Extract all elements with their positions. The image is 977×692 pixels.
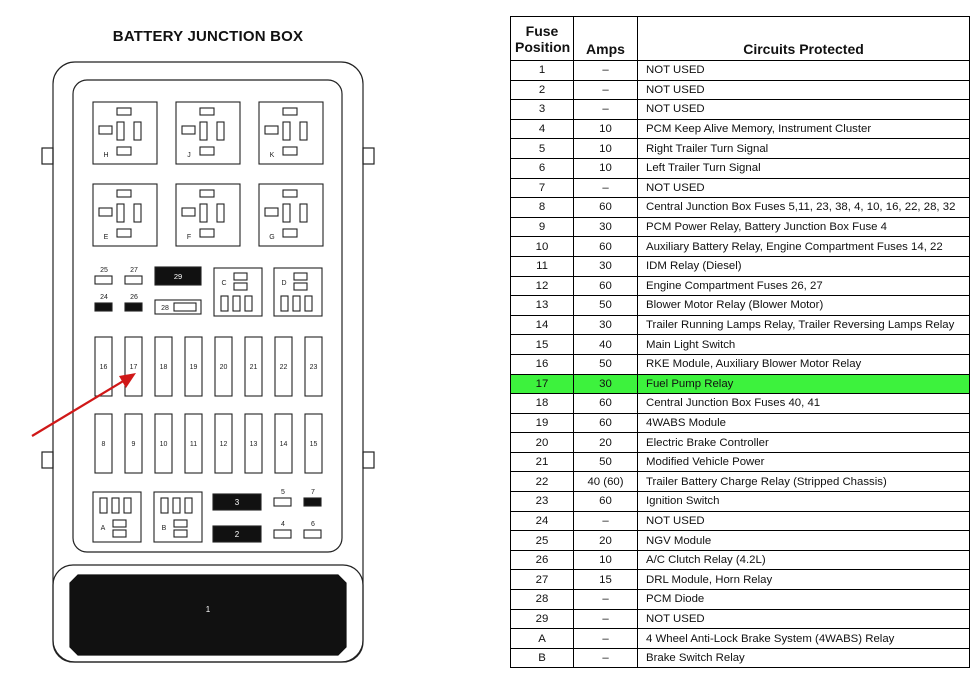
relay-terminal	[234, 273, 247, 280]
cell-position: 18	[511, 394, 574, 414]
relay-terminal	[112, 498, 119, 513]
cell-circuit: Ignition Switch	[638, 492, 970, 512]
fuse-label: 6	[311, 521, 315, 528]
relay-label: A	[100, 525, 106, 532]
relay-terminal	[117, 204, 124, 222]
fuse-body	[125, 303, 142, 311]
relay-e	[93, 184, 157, 246]
fuse-label: 3	[234, 498, 240, 507]
fuse-label: 28	[161, 305, 169, 312]
fuse-label: 27	[130, 267, 138, 274]
header-fuse-label: Fuse	[525, 22, 559, 39]
cell-circuit: Brake Switch Relay	[638, 648, 970, 668]
cell-circuit: DRL Module, Horn Relay	[638, 570, 970, 590]
diagram-title: BATTERY JUNCTION BOX	[112, 28, 304, 45]
fuse-label: 20	[219, 364, 228, 371]
cell-amps: 40 (60)	[574, 472, 638, 492]
cell-amps: 10	[574, 550, 638, 570]
relay-label: E	[103, 234, 109, 241]
cell-amps: 60	[574, 492, 638, 512]
cell-position: 11	[511, 256, 574, 276]
cell-circuit: Blower Motor Relay (Blower Motor)	[638, 296, 970, 316]
cell-position: A	[511, 629, 574, 649]
fuse-19	[185, 337, 202, 396]
cell-amps: –	[574, 590, 638, 610]
fuse-label: 7	[311, 489, 315, 496]
cell-position: 13	[511, 296, 574, 316]
table-row	[511, 217, 970, 237]
big-fuse-1	[70, 575, 346, 655]
cell-amps: 10	[574, 158, 638, 178]
table-row	[511, 335, 970, 355]
fuse-body	[95, 303, 112, 311]
relay-terminal	[265, 126, 278, 134]
fuse-label: 13	[249, 441, 258, 448]
table-row	[511, 570, 970, 590]
cell-circuit: IDM Relay (Diesel)	[638, 256, 970, 276]
relay-terminal	[245, 296, 252, 311]
cell-amps: 30	[574, 374, 638, 394]
cell-amps: 10	[574, 119, 638, 139]
fuse-14	[275, 414, 292, 473]
fuse-17	[125, 337, 142, 396]
cell-circuit: Trailer Running Lamps Relay, Trailer Reversing Lamps Relay	[638, 315, 970, 335]
relay-terminal	[234, 283, 247, 290]
cell-circuit: Fuel Pump Relay	[638, 374, 970, 394]
fuse-label: 19	[189, 364, 198, 371]
fuse-label: 23	[309, 364, 318, 371]
relay-terminal	[200, 108, 214, 115]
relay-terminal	[182, 126, 195, 134]
relay-terminal	[233, 296, 240, 311]
cell-amps: –	[574, 100, 638, 120]
cell-circuit: Electric Brake Controller	[638, 433, 970, 453]
relay-terminal	[117, 229, 131, 237]
cell-amps: –	[574, 178, 638, 198]
cell-position: B	[511, 648, 574, 668]
cell-circuit: NOT USED	[638, 511, 970, 531]
fuse-label: 15	[309, 441, 318, 448]
table-row	[511, 531, 970, 551]
table-row	[511, 354, 970, 374]
fuse-label: 24	[100, 294, 108, 301]
table-row	[511, 394, 970, 414]
table-row	[511, 629, 970, 649]
relay-terminal	[283, 108, 297, 115]
relay-terminal	[217, 122, 224, 140]
cell-position: 20	[511, 433, 574, 453]
cell-amps: 30	[574, 256, 638, 276]
cell-position: 2	[511, 80, 574, 100]
fuse-label: 18	[159, 364, 168, 371]
cell-position: 5	[511, 139, 574, 159]
cell-circuit: Left Trailer Turn Signal	[638, 158, 970, 178]
relay-terminal	[200, 229, 214, 237]
table-row	[511, 276, 970, 296]
relay-terminal	[305, 296, 312, 311]
table-row	[511, 139, 970, 159]
relay-terminal	[200, 122, 207, 140]
relay-label: H	[103, 152, 109, 159]
side-tab	[363, 148, 374, 164]
cell-amps: 60	[574, 276, 638, 296]
relay-terminal	[294, 273, 307, 280]
fuse-15	[305, 414, 322, 473]
table-row	[511, 452, 970, 472]
relay-terminal	[134, 204, 141, 222]
relay-terminal	[265, 208, 278, 216]
cell-circuit: Right Trailer Turn Signal	[638, 139, 970, 159]
cell-circuit: Engine Compartment Fuses 26, 27	[638, 276, 970, 296]
relay-terminal	[283, 147, 297, 155]
fuse-21	[245, 337, 262, 396]
cell-amps: 50	[574, 452, 638, 472]
cell-amps: 15	[574, 570, 638, 590]
fuse-13	[245, 414, 262, 473]
cell-position: 1	[511, 61, 574, 81]
fuse-label: 26	[130, 294, 138, 301]
relay-d	[274, 268, 322, 316]
table-row	[511, 648, 970, 668]
relay-k	[259, 102, 323, 164]
cell-position: 29	[511, 609, 574, 629]
fuse-body	[304, 530, 321, 538]
big-fuse-label: 1	[205, 605, 211, 614]
cell-position: 23	[511, 492, 574, 512]
fuse-3	[213, 494, 261, 510]
relay-terminal	[113, 520, 126, 527]
cell-amps: –	[574, 61, 638, 81]
relay-j	[176, 102, 240, 164]
fuse-label: 25	[100, 267, 108, 274]
fuse-label: 11	[189, 441, 198, 448]
table-row	[511, 413, 970, 433]
fuse-10	[155, 414, 172, 473]
relay-terminal	[200, 190, 214, 197]
fuse-body	[274, 498, 291, 506]
cell-circuit: NOT USED	[638, 61, 970, 81]
cell-position: 6	[511, 158, 574, 178]
table-row	[511, 237, 970, 257]
cell-position: 24	[511, 511, 574, 531]
relay-b	[154, 492, 202, 542]
table-row	[511, 100, 970, 120]
cell-circuit: NOT USED	[638, 100, 970, 120]
relay-terminal	[293, 296, 300, 311]
cell-circuit: Auxiliary Battery Relay, Engine Compartment Fuses 14, 22	[638, 237, 970, 257]
table-row	[511, 433, 970, 453]
cell-amps: 20	[574, 531, 638, 551]
cell-position: 21	[511, 452, 574, 472]
fuse-label: 14	[279, 441, 288, 448]
relay-terminal	[124, 498, 131, 513]
cell-position: 25	[511, 531, 574, 551]
relay-label: G	[269, 234, 275, 241]
relay-terminal	[300, 122, 307, 140]
cell-amps: 60	[574, 237, 638, 257]
cell-circuit: 4WABS Module	[638, 413, 970, 433]
cell-circuit: Central Junction Box Fuses 40, 41	[638, 394, 970, 414]
cell-position: 26	[511, 550, 574, 570]
relay-terminal	[182, 208, 195, 216]
cell-position: 28	[511, 590, 574, 610]
cell-amps: 50	[574, 354, 638, 374]
relay-g	[259, 184, 323, 246]
cell-position: 17	[511, 374, 574, 394]
cell-circuit: NOT USED	[638, 80, 970, 100]
fuse-label: 21	[249, 364, 258, 371]
header-fuse-position	[511, 17, 574, 61]
fuse-body	[125, 276, 142, 284]
side-tab	[42, 452, 53, 468]
fuse-label: 17	[129, 364, 138, 371]
fuse-inner	[174, 303, 196, 311]
cell-circuit: PCM Power Relay, Battery Junction Box Fuse 4	[638, 217, 970, 237]
table-row	[511, 80, 970, 100]
relay-terminal	[217, 204, 224, 222]
relay-terminal	[99, 126, 112, 134]
fuse-12	[215, 414, 232, 473]
cell-circuit: NOT USED	[638, 178, 970, 198]
fuse-body	[304, 498, 321, 506]
fuse-11	[185, 414, 202, 473]
fuse-label: 29	[173, 272, 183, 281]
cell-circuit: Main Light Switch	[638, 335, 970, 355]
relay-label: K	[269, 152, 275, 159]
fuse-28	[155, 300, 201, 314]
cell-amps: 20	[574, 433, 638, 453]
fuse-2	[213, 526, 261, 542]
relay-terminal	[281, 296, 288, 311]
cell-amps: –	[574, 609, 638, 629]
cell-position: 22	[511, 472, 574, 492]
relay-terminal	[300, 204, 307, 222]
fuse-18	[155, 337, 172, 396]
cell-amps: –	[574, 648, 638, 668]
relay-h	[93, 102, 157, 164]
table-row	[511, 472, 970, 492]
table-row	[511, 374, 970, 394]
table-row	[511, 492, 970, 512]
table-row	[511, 178, 970, 198]
cell-position: 4	[511, 119, 574, 139]
table-row	[511, 256, 970, 276]
table-row	[511, 315, 970, 335]
relay-label: B	[161, 525, 167, 532]
table-row	[511, 511, 970, 531]
relay-terminal	[113, 530, 126, 537]
cell-amps: 30	[574, 315, 638, 335]
header-position-label: Position	[515, 38, 571, 55]
relay-terminal	[200, 204, 207, 222]
relay-label: J	[187, 152, 191, 159]
table-row	[511, 198, 970, 218]
fuse-label: 4	[281, 521, 285, 528]
header-circuits-protected: Circuits Protected	[638, 17, 970, 61]
fuse-label: 22	[279, 364, 288, 371]
fuse-label: 12	[219, 441, 228, 448]
fuse-table	[510, 16, 970, 668]
cell-amps: 60	[574, 413, 638, 433]
relay-terminal	[283, 204, 290, 222]
relay-terminal	[173, 498, 180, 513]
cell-amps: 60	[574, 198, 638, 218]
fuse-body	[274, 530, 291, 538]
cell-amps: –	[574, 80, 638, 100]
cell-position: 9	[511, 217, 574, 237]
relay-terminal	[283, 229, 297, 237]
relay-terminal	[221, 296, 228, 311]
cell-position: 15	[511, 335, 574, 355]
cell-position: 27	[511, 570, 574, 590]
relay-c	[214, 268, 262, 316]
relay-f	[176, 184, 240, 246]
cell-circuit: NGV Module	[638, 531, 970, 551]
relay-label: D	[281, 280, 287, 287]
side-tab	[42, 148, 53, 164]
side-tab	[363, 452, 374, 468]
table-row	[511, 550, 970, 570]
table-row	[511, 590, 970, 610]
cell-amps: 50	[574, 296, 638, 316]
cell-position: 8	[511, 198, 574, 218]
fuse-22	[275, 337, 292, 396]
fuse-label: 5	[281, 489, 285, 496]
relay-terminal	[283, 190, 297, 197]
cell-circuit: 4 Wheel Anti-Lock Brake System (4WABS) Relay	[638, 629, 970, 649]
relay-terminal	[134, 122, 141, 140]
relay-terminal	[294, 283, 307, 290]
cell-position: 16	[511, 354, 574, 374]
fuse-8	[95, 414, 112, 473]
cell-circuit: PCM Diode	[638, 590, 970, 610]
relay-terminal	[117, 190, 131, 197]
relay-terminal	[174, 530, 187, 537]
cell-amps: –	[574, 511, 638, 531]
cell-circuit: Central Junction Box Fuses 5,11, 23, 38, 4, 10, 16, 22, 28, 32	[638, 198, 970, 218]
relay-a	[93, 492, 141, 542]
table-row	[511, 119, 970, 139]
cell-amps: 30	[574, 217, 638, 237]
fuse-body	[95, 276, 112, 284]
relay-terminal	[174, 520, 187, 527]
relay-terminal	[161, 498, 168, 513]
cell-position: 14	[511, 315, 574, 335]
cell-circuit: PCM Keep Alive Memory, Instrument Cluster	[638, 119, 970, 139]
header-amps: Amps	[574, 17, 638, 61]
fuse-9	[125, 414, 142, 473]
relay-terminal	[200, 147, 214, 155]
cell-position: 7	[511, 178, 574, 198]
cell-amps: –	[574, 629, 638, 649]
relay-terminal	[117, 122, 124, 140]
cell-circuit: RKE Module, Auxiliary Blower Motor Relay	[638, 354, 970, 374]
cell-position: 3	[511, 100, 574, 120]
table-row	[511, 609, 970, 629]
cell-circuit: Modified Vehicle Power	[638, 452, 970, 472]
cell-circuit: Trailer Battery Charge Relay (Stripped Chassis)	[638, 472, 970, 492]
relay-terminal	[185, 498, 192, 513]
table-row	[511, 61, 970, 81]
cell-amps: 40	[574, 335, 638, 355]
relay-label: C	[221, 280, 227, 287]
fuse-label: 2	[234, 530, 240, 539]
table-header-row	[511, 17, 970, 61]
relay-terminal	[117, 108, 131, 115]
relay-terminal	[100, 498, 107, 513]
fuse-label: 10	[159, 441, 168, 448]
fuse-label: 8	[101, 441, 106, 448]
fuse-23	[305, 337, 322, 396]
cell-amps: 60	[574, 394, 638, 414]
table-row	[511, 296, 970, 316]
relay-terminal	[99, 208, 112, 216]
fuse-label: 16	[99, 364, 108, 371]
cell-circuit: NOT USED	[638, 609, 970, 629]
fuse-29	[155, 267, 201, 285]
table-row	[511, 158, 970, 178]
cell-amps: 10	[574, 139, 638, 159]
cell-position: 19	[511, 413, 574, 433]
relay-terminal	[117, 147, 131, 155]
cell-circuit: A/C Clutch Relay (4.2L)	[638, 550, 970, 570]
fuse-label: 9	[131, 441, 136, 448]
fuse-20	[215, 337, 232, 396]
relay-terminal	[283, 122, 290, 140]
cell-position: 10	[511, 237, 574, 257]
cell-position: 12	[511, 276, 574, 296]
relay-label: F	[186, 234, 192, 241]
fuse-16	[95, 337, 112, 396]
